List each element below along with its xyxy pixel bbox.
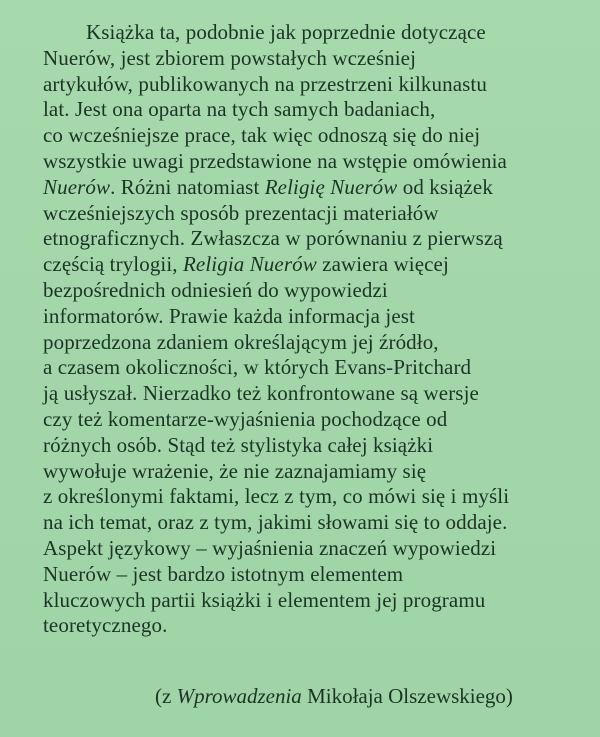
text-line bbox=[43, 407, 583, 433]
text-run: lat. Jest ona oparta na tych samych badaniach, bbox=[43, 97, 436, 122]
text-line bbox=[43, 304, 583, 330]
attribution bbox=[155, 683, 513, 709]
text-run: wcześniejszych sposób prezentacji materiałów bbox=[43, 200, 439, 225]
text-run: co wcześniejsze prace, tak więc odnoszą się do niej bbox=[43, 123, 481, 148]
text-line bbox=[43, 330, 583, 356]
text-line bbox=[43, 355, 583, 381]
text-run: czy też komentarze-wyjaśnienia pochodzące od bbox=[43, 406, 448, 431]
text-run: artykułów, publikowanych na przestrzeni kilkunastu bbox=[43, 71, 487, 96]
text-run: Aspekt językowy – wyjaśnienia znaczeń wypowiedzi bbox=[43, 535, 497, 560]
text-line bbox=[43, 278, 583, 304]
text-run: z określonymi faktami, lecz z tym, co mówi się i myśli bbox=[43, 484, 510, 509]
italic-title: Religię Nuerów bbox=[264, 174, 398, 199]
text-line bbox=[43, 433, 583, 459]
italic-title: Religia Nuerów bbox=[183, 252, 317, 277]
text-run: wszystkie uwagi przedstawione na wstępie omówienia bbox=[43, 148, 507, 173]
attribution-source: Wprowadzenia bbox=[176, 684, 302, 708]
text-run: zawiera więcej bbox=[316, 252, 449, 277]
text-line bbox=[43, 588, 583, 614]
text-line bbox=[43, 226, 583, 252]
text-line bbox=[43, 536, 583, 562]
text-line bbox=[43, 381, 583, 407]
text-run: różnych osób. Stąd też stylistyka całej książki bbox=[43, 432, 434, 457]
text-run: wywołuje wrażenie, że nie zaznajamiamy się bbox=[43, 458, 427, 483]
text-line bbox=[43, 252, 583, 278]
text-run: częścią trylogii, bbox=[43, 252, 183, 277]
text-line bbox=[43, 97, 583, 123]
text-line bbox=[43, 123, 583, 149]
text-run: teoretycznego. bbox=[43, 613, 168, 638]
italic-title: Nuerów bbox=[43, 174, 111, 199]
text-run: Nuerów, jest zbiorem powstałych wcześniej bbox=[43, 45, 417, 70]
text-run: poprzedzona zdaniem określającym jej źródło, bbox=[43, 329, 439, 354]
text-run: bezpośrednich odniesień do wypowiedzi bbox=[43, 277, 388, 302]
text-line bbox=[43, 20, 583, 46]
attribution-author: Mikołaja Olszewskiego) bbox=[301, 684, 513, 708]
text-line bbox=[43, 149, 583, 175]
text-line bbox=[43, 72, 583, 98]
text-run: Nuerów – jest bardzo istotnym elementem bbox=[43, 561, 404, 586]
text-line bbox=[43, 613, 583, 639]
text-line bbox=[43, 459, 583, 485]
text-run: . Różni natomiast bbox=[110, 174, 265, 199]
text-run: na ich temat, oraz z tym, jakimi słowami się to oddaje. bbox=[43, 510, 508, 535]
text-line bbox=[43, 46, 583, 72]
text-line bbox=[43, 484, 583, 510]
text-run: od książek bbox=[397, 174, 493, 199]
text-run: ją usłyszał. Nierzadko też konfrontowane są wersje bbox=[43, 381, 479, 406]
text-run: kluczowych partii książki i elementem jej programu bbox=[43, 587, 486, 612]
text-line bbox=[43, 175, 583, 201]
attribution-open: (z bbox=[155, 684, 177, 708]
text-run: a czasem okoliczności, w których Evans-Pritchard bbox=[43, 355, 472, 380]
text-run: informatorów. Prawie każda informacja jest bbox=[43, 303, 415, 328]
text-line bbox=[43, 562, 583, 588]
text-run: Książka ta, podobnie jak poprzednie dotyczące bbox=[86, 20, 486, 44]
blurb-paragraph bbox=[43, 20, 583, 639]
text-line bbox=[43, 201, 583, 227]
text-run: etnograficznych. Zwłaszcza w porównaniu z pierwszą bbox=[43, 226, 503, 251]
text-line bbox=[43, 510, 583, 536]
